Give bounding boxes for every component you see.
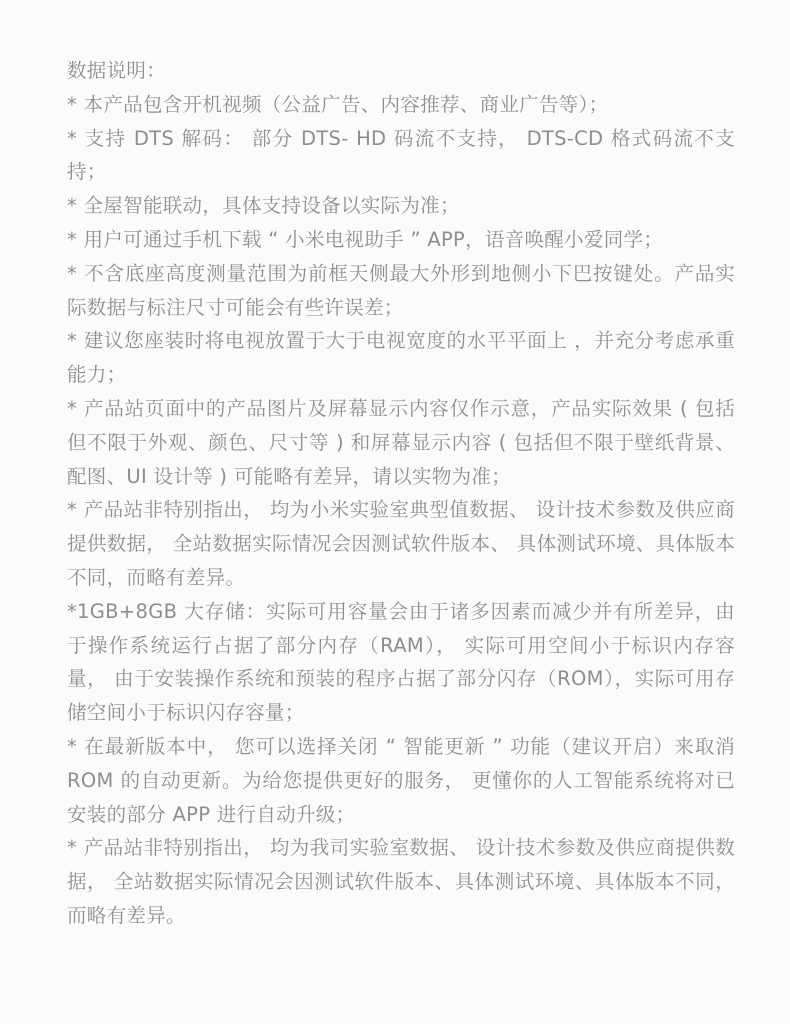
note-smart-home: * 全屋智能联动，具体支持设备以实际为准； [67, 194, 460, 218]
note-company-lab-data: * 产品站非特别指出， 均为我司实验室数据、 设计技术参数及供应商提供数据， 全站数据实际情况会因测试软件版本、具体测试环境、具体版本不同，而略有差异。 [67, 836, 735, 927]
note-dts-decoding: * 支持 DTS 解码： 部分 DTS- HD 码流不支持， DTS-CD 格式码流不支持； [67, 126, 735, 184]
data-notes-document [67, 54, 735, 933]
note-storage-capacity: *1GB+8GB 大存储：实际可用容量会由于诸多因素而减少并有所差异，由于操作系统运行占据了部分内存（RAM）， 实际可用空间小于标识内存容量， 由于安装操作系统和预装的程序占据了部分闪存（ROM），实际可用存储空间小于标识闪存容量； [67, 599, 735, 725]
note-lab-data: * 产品站非特别指出， 均为小米实验室典型值数据、 设计技术参数及供应商提供数据， 全站数据实际情况会因测试软件版本、 具体测试环境、具体版本不同，而略有差异。 [67, 498, 735, 589]
note-product-images: * 产品站页面中的产品图片及屏幕显示内容仅作示意，产品实际效果 ( 包括但不限于外观、颜色、尺寸等 ) 和屏幕显示内容 ( 包括但不限于壁纸背景、配图、UI 设计等 ) 可能略有差异，请以实物为准； [67, 396, 735, 488]
note-boot-video: * 本产品包含开机视频（公益广告、内容推荐、商业广告等）； [67, 92, 609, 116]
note-tv-assistant-app: * 用户可通过手机下载 “ 小米电视助手 ” APP，语音唤醒小爱同学； [67, 227, 664, 251]
note-smart-update: * 在最新版本中， 您可以选择关闭 “ 智能更新 ” 功能（建议开启）来取消 ROM 的自动更新。为给您提供更好的服务， 更懂你的人工智能系统将对已安装的部分 APP 进行自动升级； [67, 734, 735, 826]
notes-heading: 数据说明： [67, 59, 167, 82]
note-stand-installation: * 建议您座装时将电视放置于大于电视宽度的水平平面上 ，并充分考虑承重能力； [67, 329, 735, 387]
note-height-measurement: * 不含底座高度测量范围为前框天侧最大外形到地侧小下巴按键处。产品实际数据与标注尺寸可能会有些许误差； [67, 261, 735, 319]
